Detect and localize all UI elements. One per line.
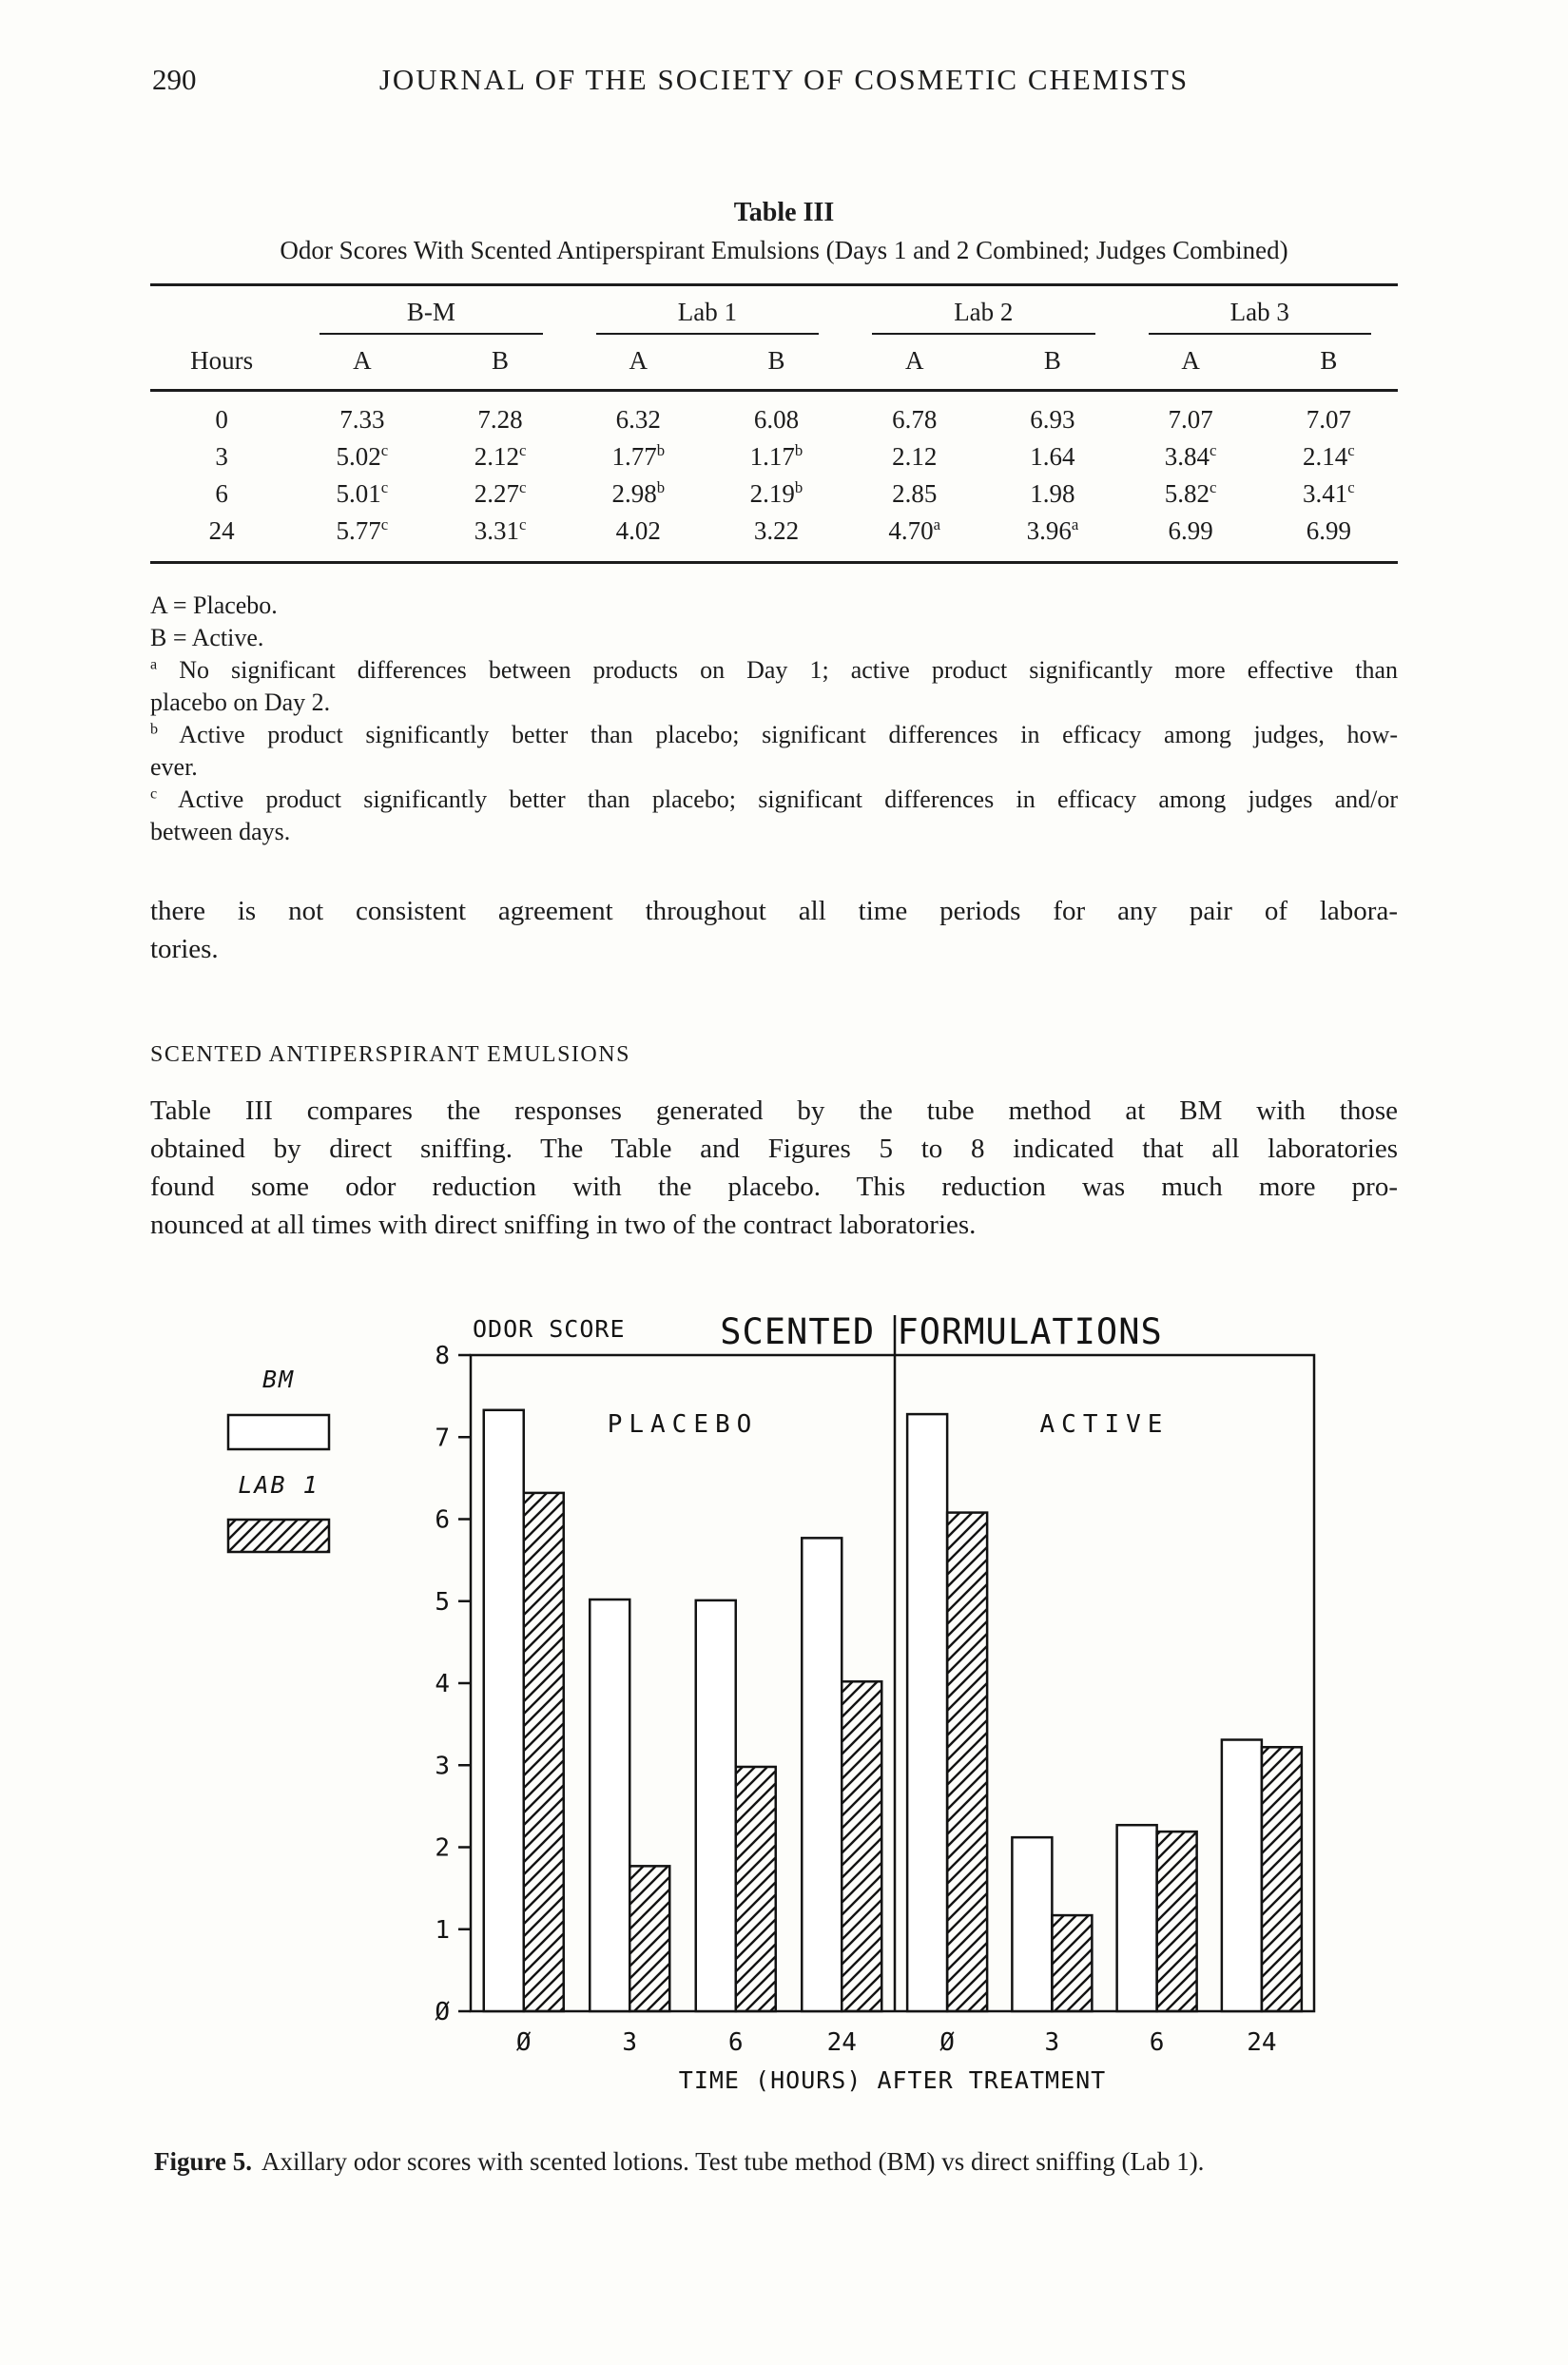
score-cell: 2.14$^c$	[1303, 441, 1355, 471]
panel-label: ACTIVE	[1039, 1410, 1170, 1439]
group-header-lab2	[845, 285, 1121, 336]
bar-lab1	[524, 1493, 564, 2011]
table-group-header-row	[150, 285, 1398, 336]
bar-bm	[1222, 1740, 1262, 2011]
col-header-a: A	[904, 346, 924, 375]
text-line: A = Placebo.	[150, 591, 278, 619]
score-cell: 6.08	[753, 405, 800, 434]
table-title: Table III	[733, 198, 835, 227]
superscript-marker: c	[1347, 441, 1355, 459]
score-cell: 6.99	[1168, 516, 1213, 545]
legend-label-lab1: LAB 1	[238, 1471, 319, 1499]
y-tick-label: 1	[435, 1915, 450, 1945]
y-tick-label: 2	[435, 1833, 450, 1863]
odor-table-body	[150, 391, 1398, 563]
body-paragraph-2	[150, 1092, 1398, 1244]
superscript-marker: c	[1347, 478, 1355, 496]
text-line: tories.	[150, 934, 219, 964]
score-cell: 3.84$^c$	[1164, 441, 1217, 471]
y-tick-label: 7	[435, 1424, 450, 1453]
x-tick-label: 3	[622, 2028, 638, 2057]
group-header-lab1	[570, 285, 845, 336]
bar-bm	[907, 1414, 947, 2011]
score-cell: 5.02$^c$	[336, 441, 389, 471]
text-line: between days.	[150, 818, 291, 845]
bar-lab1	[1052, 1915, 1092, 2011]
x-tick-label: Ø	[515, 2028, 532, 2057]
table-row	[150, 513, 1398, 563]
col-header-a: A	[629, 346, 648, 375]
score-cell: 4.02	[615, 516, 661, 545]
bar-bm	[484, 1410, 524, 2011]
x-tick-label: 6	[727, 2028, 744, 2057]
score-cell: 2.98$^b$	[611, 478, 666, 508]
col-header-a: A	[1181, 346, 1200, 375]
superscript-marker: b	[794, 478, 803, 496]
hours-cell: 6	[215, 479, 228, 508]
bar-lab1	[1157, 1832, 1197, 2011]
figure-caption	[154, 2147, 1409, 2177]
section-heading: SCENTED ANTIPERSPIRANT EMULSIONS	[150, 1042, 630, 1067]
group-header-lab3	[1122, 285, 1398, 336]
score-cell: 6.32	[615, 405, 661, 434]
y-tick-label: 3	[435, 1752, 450, 1781]
score-cell: 7.07	[1168, 405, 1213, 434]
score-cell: 7.07	[1306, 405, 1351, 434]
group-header-label: Lab 3	[1149, 298, 1371, 335]
superscript-marker: a	[933, 515, 941, 533]
text-line: Table III compares the responses generated by the tube method at BM with those	[150, 1095, 1398, 1126]
text-line: ever.	[150, 753, 198, 781]
page-number: 290	[152, 63, 197, 96]
superscript-marker: a	[150, 656, 158, 673]
group-header-bm	[293, 285, 569, 336]
footnote	[150, 590, 1398, 622]
y-tick-label: 4	[435, 1670, 450, 1698]
x-tick-label: 6	[1149, 2028, 1165, 2057]
bar-bm	[802, 1538, 842, 2011]
y-tick-label: Ø	[435, 1998, 450, 2026]
score-cell: 2.85	[892, 479, 938, 508]
score-cell: 2.27$^c$	[474, 478, 527, 508]
empty-header-cell	[150, 285, 293, 336]
x-tick-label: 24	[1247, 2028, 1277, 2057]
score-cell: 1.77$^b$	[611, 441, 666, 471]
x-tick-label: 3	[1044, 2028, 1060, 2057]
figure-caption-label: Figure 5.	[154, 2147, 252, 2176]
bar-lab1	[1262, 1747, 1302, 2011]
score-cell: 6.78	[892, 405, 938, 434]
footnote	[150, 784, 1398, 848]
legend-label-bm: BM	[261, 1366, 296, 1393]
score-cell: 7.33	[339, 405, 385, 434]
score-cell: 1.17$^b$	[749, 441, 803, 471]
footnote	[150, 719, 1398, 784]
figure-chart-svg	[0, 1303, 1568, 2102]
col-header-b: B	[767, 346, 785, 375]
text-line: found some odor reduction with the placebo. This reduction was much more pro-	[150, 1172, 1398, 1202]
bar-bm	[1117, 1825, 1157, 2011]
score-cell: 1.64	[1030, 442, 1075, 471]
bar-lab1	[629, 1866, 669, 2011]
col-header-b: B	[492, 346, 510, 375]
group-header-label: B-M	[319, 298, 542, 335]
legend-swatch-bm	[228, 1415, 329, 1449]
superscript-marker: b	[656, 441, 666, 459]
score-cell: 2.19$^b$	[749, 478, 803, 508]
table-subtitle: Odor Scores With Scented Antiperspirant Emulsions (Days 1 and 2 Combined; Judges Combined)	[280, 236, 1288, 264]
y-tick-label: 5	[435, 1587, 450, 1617]
footnote	[150, 654, 1398, 719]
y-tick-label: 8	[435, 1342, 450, 1370]
body-paragraph-1	[150, 892, 1398, 968]
text-line: obtained by direct sniffing. The Table and Figures 5 to 8 indicated that all laboratories	[150, 1134, 1398, 1164]
hours-header: Hours	[190, 346, 254, 375]
col-header-b: B	[1320, 346, 1338, 375]
score-cell: 6.99	[1306, 516, 1351, 545]
figure-caption-text: Axillary odor scores with scented lotions. Test tube method (BM) vs direct sniffing (Lab 1).	[261, 2147, 1205, 2176]
chart-title: SCENTED FORMULATIONS	[720, 1311, 1163, 1352]
superscript-marker: c	[518, 515, 527, 533]
legend-swatch-lab1	[228, 1520, 329, 1552]
superscript-marker: c	[1210, 441, 1217, 459]
score-cell: 6.93	[1030, 405, 1075, 434]
hours-cell: 0	[215, 405, 228, 434]
hours-cell: 24	[208, 516, 235, 545]
score-cell: 1.98	[1030, 479, 1075, 508]
bar-bm	[590, 1599, 629, 2011]
score-cell: 3.96$^a$	[1026, 515, 1079, 545]
odor-scores-table	[150, 283, 1398, 564]
table-subheader-row	[150, 335, 1398, 391]
superscript-marker: c	[518, 441, 527, 459]
score-cell: 7.28	[477, 405, 523, 434]
superscript-marker: a	[1071, 515, 1079, 533]
superscript-marker: c	[380, 478, 389, 496]
x-tick-label: Ø	[939, 2028, 955, 2057]
superscript-marker: b	[656, 478, 666, 496]
superscript-marker: b	[150, 721, 159, 738]
bar-bm	[696, 1600, 736, 2011]
bar-lab1	[947, 1513, 987, 2011]
chart-x-axis-title: TIME (HOURS) AFTER TREATMENT	[678, 2066, 1107, 2094]
text-line: there is not consistent agreement throughout all time periods for any pair of labora-	[150, 896, 1398, 926]
group-header-label: Lab 1	[596, 298, 819, 335]
col-header-a: A	[353, 346, 372, 375]
text-line: $^b$ Active product significantly better than placebo; significant differences in efficacy among judges, how-	[150, 721, 1398, 748]
score-cell: 3.22	[753, 516, 800, 545]
journal-title: JOURNAL OF THE SOCIETY OF COSMETIC CHEMISTS	[378, 63, 1190, 96]
hours-cell: 3	[215, 442, 228, 471]
superscript-marker: c	[518, 478, 527, 496]
score-cell: 4.70$^a$	[888, 515, 941, 545]
x-tick-label: 24	[826, 2028, 857, 2057]
col-header-b: B	[1043, 346, 1061, 375]
superscript-marker: c	[380, 441, 389, 459]
footnote	[150, 622, 1398, 654]
table-row	[150, 438, 1398, 475]
table-row	[150, 475, 1398, 513]
text-line: placebo on Day 2.	[150, 688, 331, 716]
bar-bm	[1012, 1837, 1052, 2011]
score-cell: 2.12	[892, 442, 938, 471]
text-line: $^a$ No significant differences between products on Day 1; active product significantly more effective than	[150, 656, 1398, 684]
bar-lab1	[842, 1681, 881, 2011]
table-row	[150, 391, 1398, 439]
panel-label: PLACEBO	[607, 1410, 759, 1439]
text-line: nounced at all times with direct sniffing in two of the contract laboratories.	[150, 1210, 977, 1240]
text-line: B = Active.	[150, 624, 264, 651]
score-cell: 3.31$^c$	[474, 515, 527, 545]
score-cell: 5.77$^c$	[336, 515, 389, 545]
score-cell: 5.82$^c$	[1164, 478, 1217, 508]
text-line: $^c$ Active product significantly better than placebo; significant differences in efficacy among judges and/or	[150, 785, 1398, 813]
score-cell: 2.12$^c$	[474, 441, 527, 471]
superscript-marker: c	[1210, 478, 1217, 496]
superscript-marker: c	[150, 785, 158, 803]
score-cell: 3.41$^c$	[1303, 478, 1355, 508]
footnotes	[150, 590, 1398, 848]
score-cell: 5.01$^c$	[336, 478, 389, 508]
superscript-marker: c	[380, 515, 389, 533]
chart-y-axis-title: ODOR SCORE	[473, 1315, 626, 1343]
bar-lab1	[736, 1767, 776, 2011]
y-tick-label: 6	[435, 1505, 450, 1535]
superscript-marker: b	[794, 441, 803, 459]
group-header-label: Lab 2	[872, 298, 1094, 335]
